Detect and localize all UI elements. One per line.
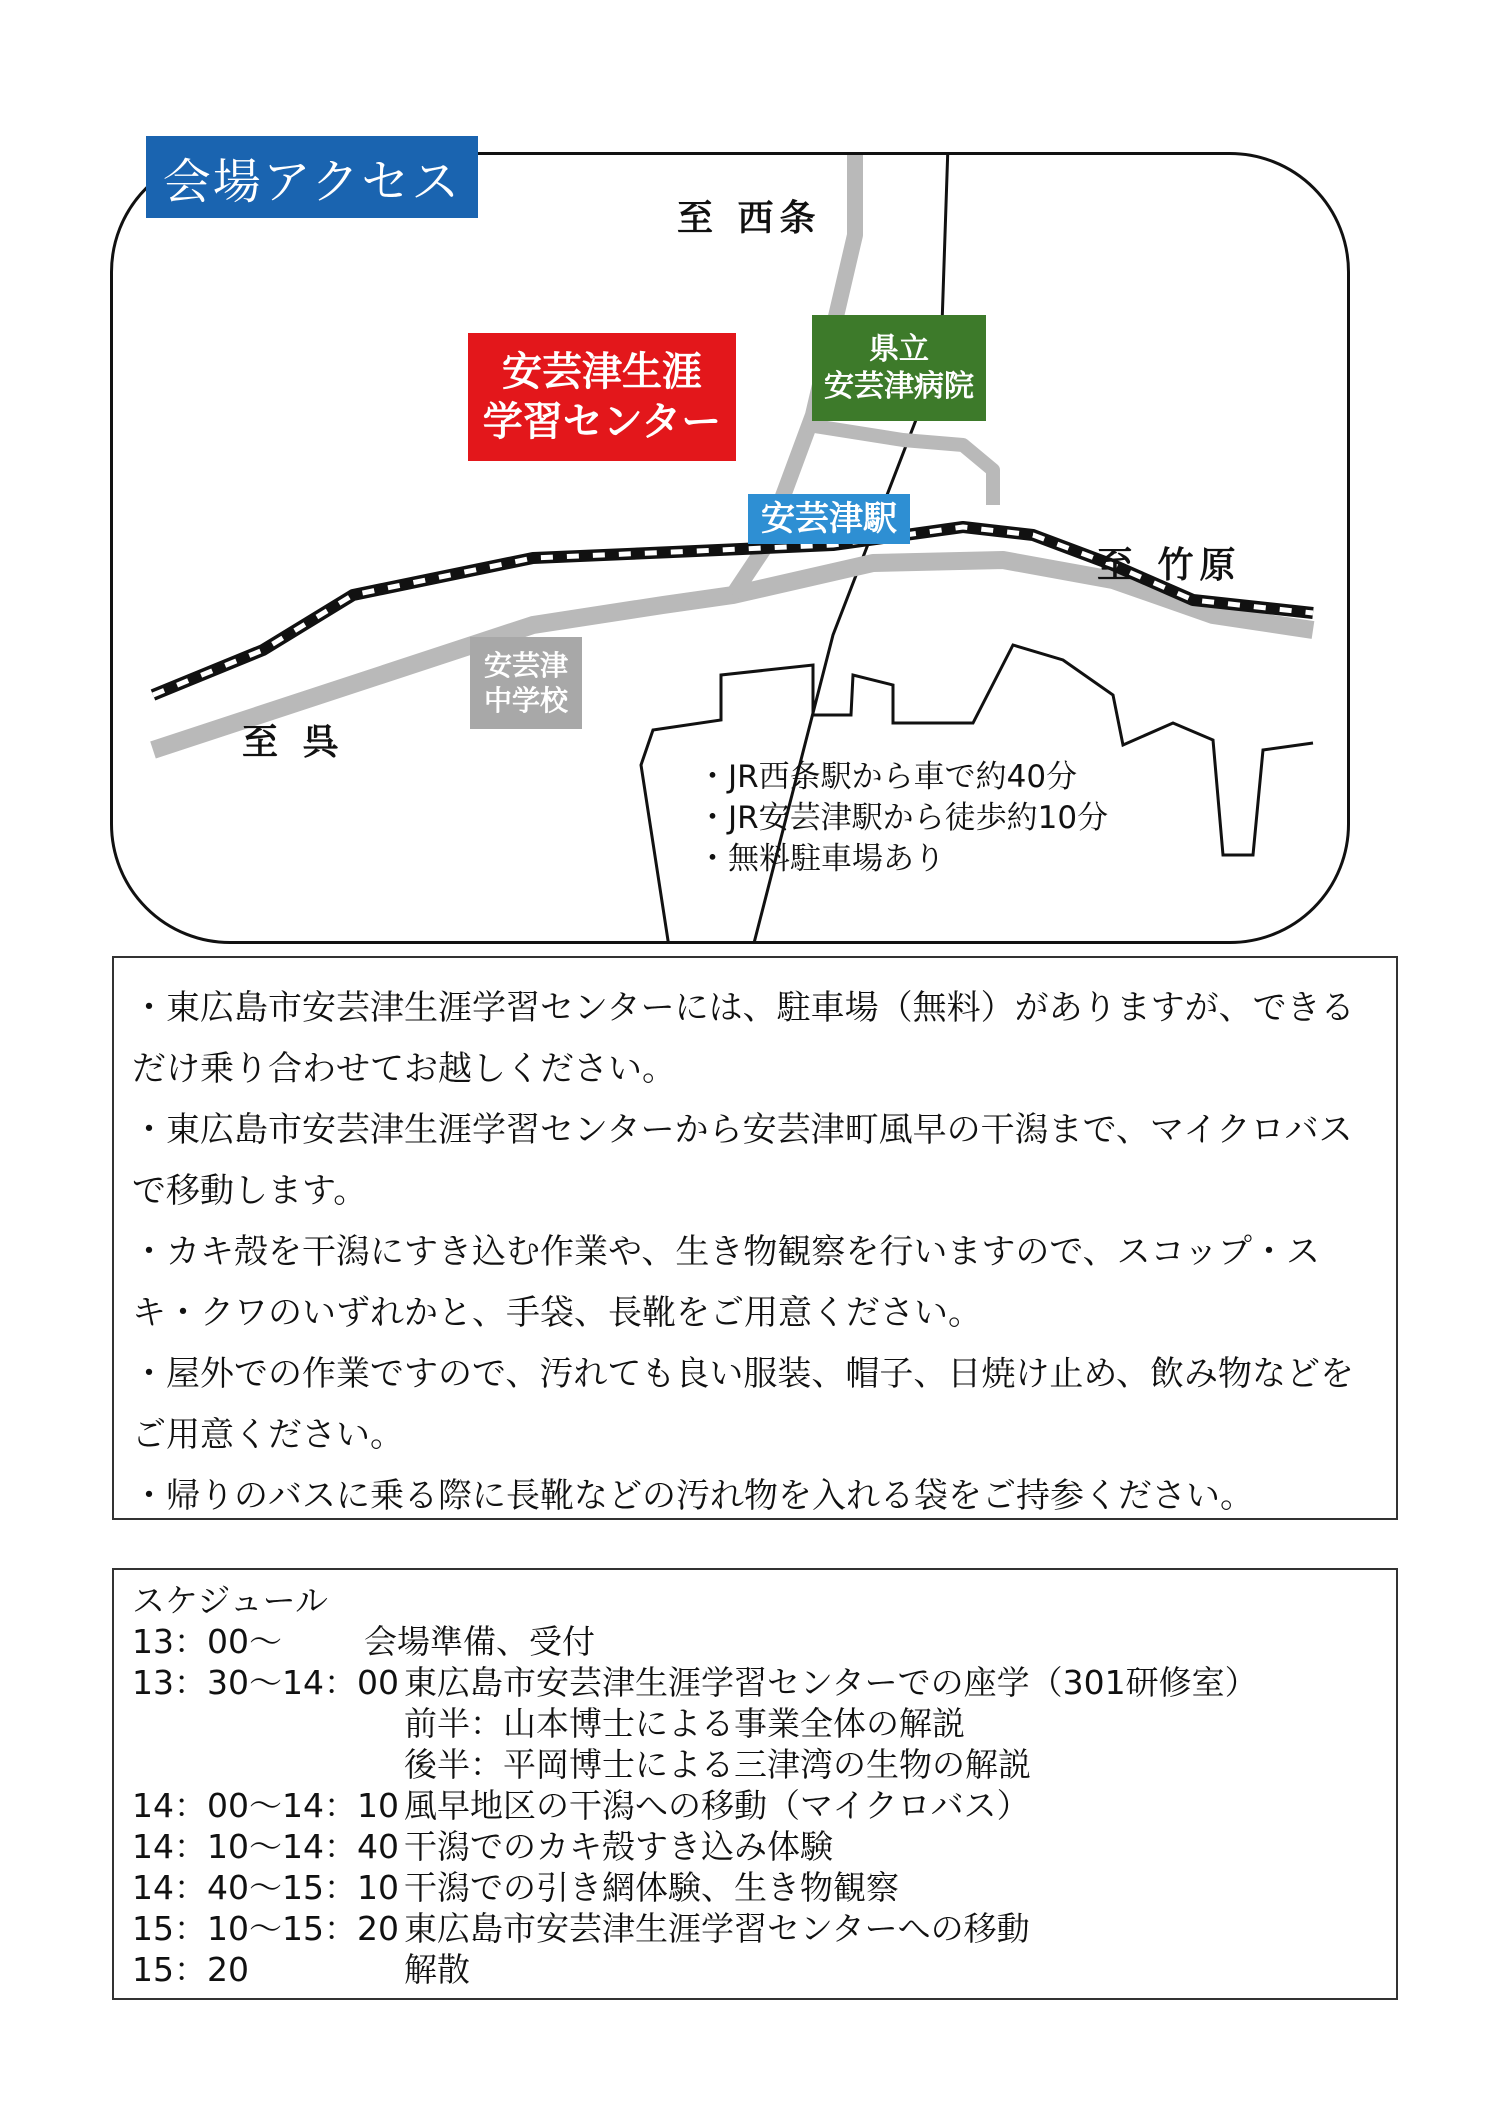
note-item: ・東広島市安芸津生涯学習センターから安芸津町風早の干潟まで、マイクロバスで移動します。 [132, 1110, 1353, 1211]
schedule-time: 14：40～15：10 [132, 1868, 399, 1907]
schedule-row [132, 1785, 1376, 1826]
school-label-line2: 中学校 [483, 684, 568, 717]
schedule-row [132, 1826, 1376, 1867]
schedule-row [132, 1703, 1376, 1744]
section-title: 会場アクセス [146, 136, 478, 218]
note-item: ・帰りのバスに乗る際に長靴などの汚れ物を入れる袋をご持参ください。 [132, 1476, 1254, 1516]
direction-north-label: 至 西条 [677, 198, 822, 239]
schedule-row [132, 1867, 1376, 1908]
venue-label-line2: 学習センター [482, 399, 722, 445]
access-notes [697, 757, 1108, 880]
schedule-time: 13：30～14：00 [132, 1663, 399, 1702]
schedule-box [112, 1568, 1398, 2000]
schedule-time: 15：10～15：20 [132, 1909, 399, 1948]
access-note: ・無料駐車場あり [697, 841, 945, 877]
road-hospital [808, 425, 993, 505]
schedule-time: 14：10～14：40 [132, 1827, 399, 1866]
note-item: ・カキ殻を干潟にすき込む作業や、生き物観察を行いますので、スコップ・スキ・クワのいずれかと、手袋、長靴をご用意ください。 [132, 1232, 1320, 1333]
note-item: ・屋外での作業ですので、汚れても良い服装、帽子、日焼け止め、飲み物などをご用意ください。 [132, 1354, 1354, 1455]
school-label-line1: 安芸津 [483, 649, 568, 682]
schedule-desc: 後半：平岡博士による三津湾の生物の解説 [404, 1745, 1031, 1784]
schedule-desc: 会場準備、受付 [364, 1622, 595, 1661]
schedule-desc: 東広島市安芸津生涯学習センターへの移動 [404, 1909, 1030, 1948]
access-note: ・JR安芸津駅から徒歩約10分 [697, 800, 1109, 836]
notes-box [112, 956, 1398, 1520]
venue-label [468, 333, 736, 461]
schedule-row [132, 1621, 1376, 1662]
note-item: ・東広島市安芸津生涯学習センターには、駐車場（無料）がありますが、できるだけ乗り合わせてお越しください。 [132, 988, 1355, 1089]
direction-east-label: 至 竹原 [1097, 545, 1242, 586]
school-label [470, 637, 582, 729]
schedule-row [132, 1744, 1376, 1785]
schedule-desc: 干潟でのカキ殻すき込み体験 [404, 1827, 833, 1866]
hospital-label-line1: 県立 [869, 331, 929, 367]
venue-label-line1: 安芸津生涯 [502, 349, 702, 395]
schedule-row [132, 1908, 1376, 1949]
hospital-label-line2: 安芸津病院 [824, 369, 974, 404]
schedule-time [132, 1744, 404, 1785]
schedule-desc: 東広島市安芸津生涯学習センターでの座学（301研修室） [404, 1663, 1258, 1702]
schedule-title: スケジュール [132, 1581, 329, 1620]
schedule-row [132, 1662, 1376, 1703]
schedule-desc: 干潟での引き網体験、生き物観察 [404, 1868, 899, 1907]
schedule-desc: 風早地区の干潟への移動（マイクロバス） [404, 1786, 1030, 1825]
schedule-time: 14：00～14：10 [132, 1786, 399, 1825]
schedule-time: 13：00～ [132, 1622, 282, 1661]
station-label: 安芸津駅 [748, 494, 910, 544]
schedule-time: 15：20 [132, 1950, 249, 1989]
direction-west-label: 至 呉 [242, 722, 345, 763]
access-note: ・JR西条駅から車で約40分 [697, 759, 1078, 795]
hospital-label [812, 315, 986, 421]
schedule-desc: 解散 [404, 1950, 470, 1989]
schedule-time [132, 1703, 404, 1744]
schedule-row [132, 1949, 1376, 1990]
schedule-desc: 前半：山本博士による事業全体の解説 [404, 1704, 965, 1743]
